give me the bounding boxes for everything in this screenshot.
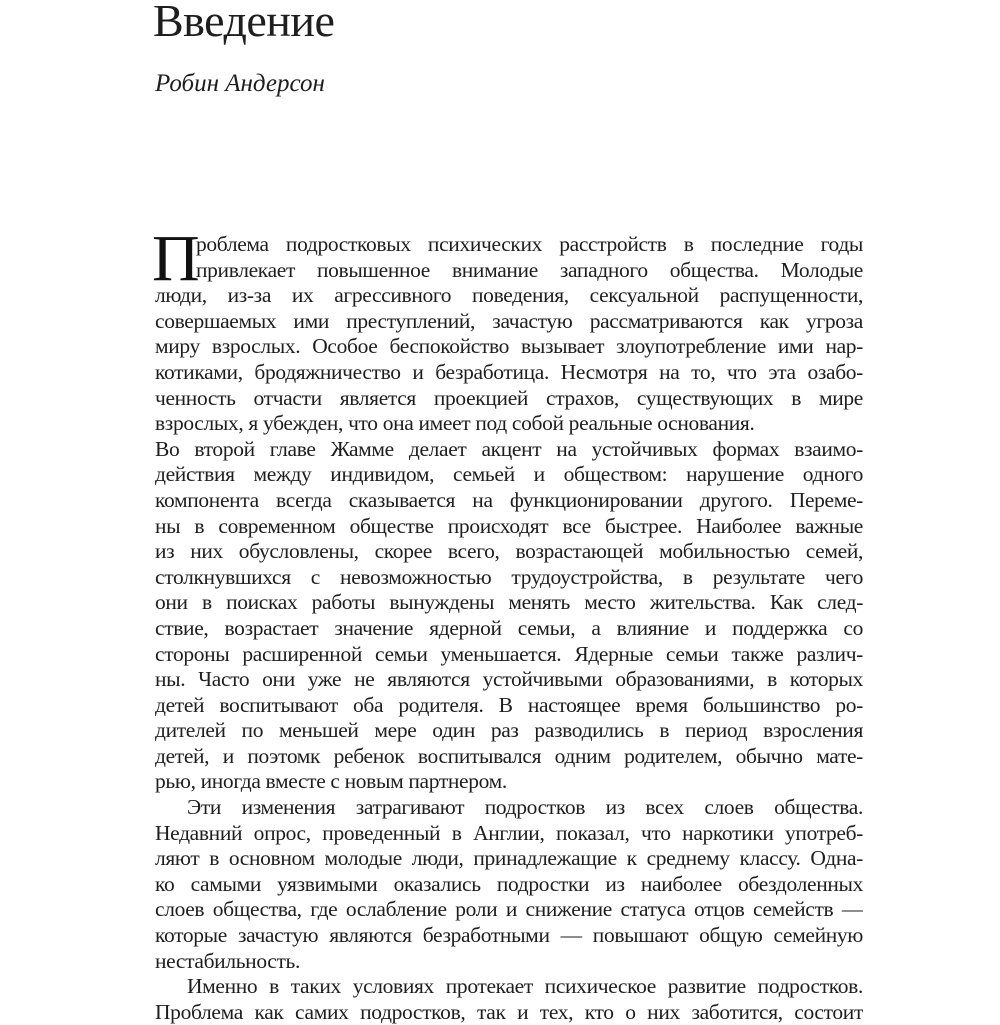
- text-line: Эти изменения затрагивают подростков из всех слоев общества.: [187, 795, 863, 820]
- text-line: миру взрослых. Особое беспокойство вызывает злоупотребление ими нар-: [155, 334, 863, 359]
- body-text: [152, 222, 863, 1025]
- text-line: детей, и поэтомк ребенок воспитывался одним родителем, обычно мате-: [155, 743, 863, 768]
- drop-cap: П: [152, 222, 200, 295]
- text-line: стороны расширенной семьи уменьшается. Ядерные семьи также различ-: [155, 641, 863, 666]
- text-line: действия между индивидом, семьей и обществом: нарушение одного: [155, 462, 863, 487]
- text-line: взрослых, я убежден, что она имеет под собой реальные основания.: [155, 411, 755, 436]
- text-line: люди, из-за их агрессивного поведения, сексуальной распущенности,: [155, 283, 863, 308]
- chapter-title: Введение: [153, 0, 335, 46]
- text-line: совершаемых ими преступлений, зачастую рассматриваются как угроза: [155, 308, 863, 333]
- chapter-author: Робин Андерсон: [155, 70, 325, 97]
- text-line: компонента всегда сказывается на функционировании другого. Переме-: [155, 487, 863, 512]
- text-line: Во второй главе Жамме делает акцент на устойчивых формах взаимо-: [155, 436, 863, 461]
- text-line: ствие, возрастает значение ядерной семьи, а влияние и поддержка со: [155, 615, 863, 640]
- text-line: детей воспитывают оба родителя. В настоящее время большинство ро-: [155, 692, 863, 717]
- text-line: Проблема как самих подростков, так и тех, кто о них заботится, состоит: [155, 999, 863, 1024]
- text-line: которые зачастую являются безработными — повышают общую семейную: [155, 923, 863, 948]
- text-line: из них обусловлены, скорее всего, возрастающей мобильностью семей,: [155, 539, 863, 564]
- text-line: нестабильность.: [155, 948, 300, 973]
- text-line: ляют в основном молодые люди, принадлежащие к среднему классу. Одна-: [155, 846, 863, 871]
- text-line: слоев общества, где ослабление роли и снижение статуса отцов семейств —: [155, 897, 863, 922]
- text-line: Именно в таких условиях протекает психическое развитие подростков.: [187, 974, 863, 999]
- text-line: роблема подростковых психических расстройств в последние годы: [196, 232, 863, 256]
- text-line: ны. Часто они уже не являются устойчивыми образованиями, в которых: [155, 667, 863, 692]
- text-line: ны в современном обществе происходят все быстрее. Наиболее важные: [155, 513, 863, 538]
- text-line: ко самыми уязвимыми оказались подростки из наиболее обездоленных: [155, 871, 863, 896]
- text-line: котиками, бродяжничество и безработица. Несмотря на то, что эта озабо-: [155, 359, 863, 384]
- text-line: столкнувшихся с невозможностью трудоустройства, в результате чего: [155, 564, 863, 589]
- text-line: дителей по меньшей мере один раз разводились в период взросления: [155, 718, 863, 743]
- text-line: привлекает повышенное внимание западного общества. Молодые: [196, 257, 863, 282]
- text-line: Недавний опрос, проведенный в Англии, показал, что наркотики употреб-: [155, 820, 863, 845]
- text-line: они в поисках работы вынуждены менять место жительства. Как след-: [155, 590, 863, 615]
- text-line: ченность отчасти является проекцией страхов, существующих в мире: [155, 385, 863, 410]
- text-line: рью, иногда вместе с новым партнером.: [155, 769, 507, 794]
